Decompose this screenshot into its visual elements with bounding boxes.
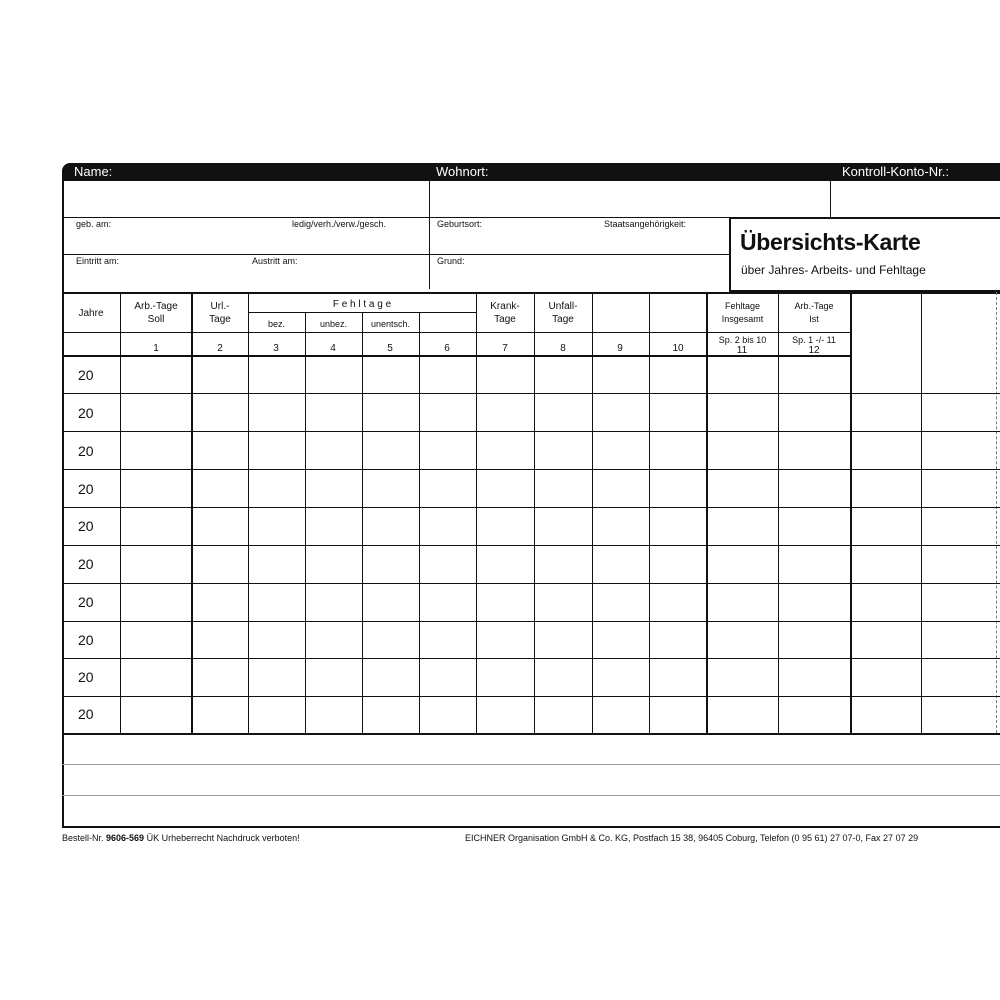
geburtsort-label: Geburtsort:: [437, 219, 483, 229]
wohnort-label: Wohnort:: [436, 164, 489, 179]
footer-order: [62, 833, 300, 843]
col-line-15-dashed: [996, 292, 997, 733]
header-arb-tage-soll: Arb.-Tage Soll: [134, 301, 178, 325]
header-krank-tage: Krank- Tage: [490, 301, 520, 325]
divider-wohnort: [429, 181, 430, 289]
col-number-12: 12: [808, 345, 820, 356]
header-unbez: unbez.: [319, 319, 348, 329]
col-line-3: [248, 292, 249, 733]
col-line-14: [921, 292, 922, 733]
row-line-7: [62, 621, 1000, 622]
year-cell: 20: [78, 632, 94, 648]
row-line-4: [62, 507, 1000, 508]
col-number-6: 6: [444, 343, 450, 354]
col-line-13: [850, 292, 852, 733]
col-line-2: [191, 292, 193, 733]
col-line-7: [476, 292, 477, 733]
name-label: Name:: [74, 164, 113, 179]
header-fehltage: F e h l t a g e: [332, 299, 392, 310]
year-cell: 20: [78, 481, 94, 497]
col-line-9: [592, 292, 593, 733]
footer-order-prefix: Bestell-Nr.: [62, 833, 104, 843]
col-number-10: 10: [672, 343, 684, 354]
col-line-6: [419, 312, 420, 733]
row-line-6: [62, 583, 1000, 584]
footer-copyright: ÜK Urheberrecht Nachdruck verboten!: [146, 833, 300, 843]
col-number-9: 9: [617, 343, 623, 354]
number-row-line: [62, 332, 850, 333]
row-line-5: [62, 545, 1000, 546]
frame-left: [62, 170, 64, 826]
header-url-tage: Url.- Tage: [209, 301, 231, 325]
row-line-1: [62, 393, 1000, 394]
row-line-8: [62, 658, 1000, 659]
line-below-birth: [62, 254, 729, 255]
table-top-border: [62, 292, 1000, 294]
col-line-8: [534, 292, 535, 733]
familienstand-label: ledig/verh./verw./gesch.: [292, 219, 387, 229]
eintritt-label: Eintritt am:: [76, 256, 120, 266]
col-number-4: 4: [330, 343, 336, 354]
year-cell: 20: [78, 443, 94, 459]
table-bottom-border: [62, 733, 1000, 735]
header-fehltage-insgesamt: Fehltage Insgesamt: [721, 301, 764, 324]
formula-col11: Sp. 2 bis 10: [718, 335, 767, 345]
col-number-2: 2: [217, 343, 223, 354]
year-cell: 20: [78, 594, 94, 610]
frame-bottom: [62, 826, 1000, 828]
grund-label: Grund:: [437, 256, 465, 266]
row-line-2: [62, 431, 1000, 432]
col-number-8: 8: [560, 343, 566, 354]
kontroll-konto-label: Kontroll-Konto-Nr.:: [842, 164, 949, 179]
header-jahre: Jahre: [78, 308, 104, 319]
year-cell: 20: [78, 367, 94, 383]
year-cell: 20: [78, 518, 94, 534]
header-unentsch: unentsch.: [370, 319, 411, 329]
row-line-3: [62, 469, 1000, 470]
col-number-7: 7: [502, 343, 508, 354]
austritt-label: Austritt am:: [252, 256, 298, 266]
formula-col12: Sp. 1 -/- 11: [792, 335, 836, 345]
col-line-4: [305, 312, 306, 733]
col-line-10: [649, 292, 650, 733]
col-line-1: [120, 292, 121, 733]
col-line-12: [778, 292, 779, 733]
line-below-name: [62, 217, 729, 218]
year-cell: 20: [78, 669, 94, 685]
year-cell: 20: [78, 405, 94, 421]
notes-line-1: [62, 764, 1000, 765]
footer-order-number: 9606-569: [106, 833, 145, 843]
divider-kontroll: [830, 181, 831, 217]
col-number-5: 5: [387, 343, 393, 354]
geb-am-label: geb. am:: [76, 219, 112, 229]
card-title: Übersichts-Karte: [740, 229, 921, 255]
header-arb-tage-ist: Arb.-Tage Ist: [794, 301, 834, 324]
staatsangehoerigkeit-label: Staatsangehörigkeit:: [604, 219, 687, 229]
year-cell: 20: [78, 556, 94, 572]
footer-publisher: EICHNER Organisation GmbH & Co. KG, Postfach 15 38, 96405 Coburg, Telefon (0 95 61) 27 07-0, Fax 27 07 29: [465, 833, 919, 843]
year-cell: 20: [78, 706, 94, 722]
header-bez: bez.: [267, 319, 285, 329]
col-line-11: [706, 292, 708, 733]
col-number-1: 1: [153, 343, 159, 354]
notes-line-2: [62, 795, 1000, 796]
col-number-3: 3: [273, 343, 279, 354]
card-subtitle: über Jahres- Arbeits- und Fehltage: [741, 263, 926, 277]
col-number-11: 11: [736, 345, 748, 356]
header-unfall-tage: Unfall- Tage: [548, 301, 578, 325]
col-line-5: [362, 312, 363, 733]
row-line-9: [62, 696, 1000, 697]
